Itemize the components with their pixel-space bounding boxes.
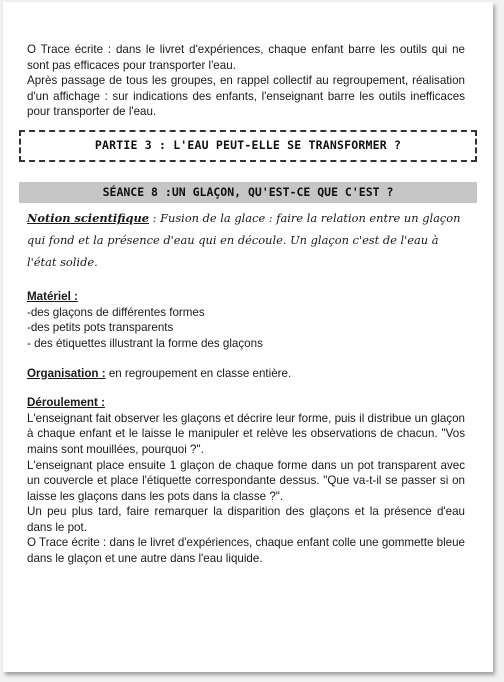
materiel-heading: Matériel : xyxy=(27,290,78,304)
organisation-text: en regroupement en classe entière. xyxy=(105,366,292,380)
deroulement-paragraph: L'enseignant fait observer les glaçons et décrire leur forme, puis il distribue un glaçon à chaque enfant et le laisse le manipuler et relève les observations de chacun. "Vos mains sont mouillées, pourquoi ?". xyxy=(27,411,465,456)
organisation-line xyxy=(27,366,465,382)
notion-text: : Fusion de la glace : faire la relation entre un glaçon qui fond et la présence d'eau qui en découle. Un glaçon c'est de l'eau à l'état solide. xyxy=(27,211,461,270)
deroulement-paragraph: Un peu plus tard, faire remarquer la disparition des glaçons et la présence d'eau dans le pot. xyxy=(27,505,465,534)
materiel-item: -des petits pots transparents xyxy=(27,321,174,335)
document-page xyxy=(3,2,493,672)
deroulement-paragraph: L'enseignant place ensuite 1 glaçon de chaque forme dans un pot transparent avec un couvercle et place l'étiquette correspondante dessus. "Que va-t-il se passer si on laisse les glaçons dans les pots dans la classe ?". xyxy=(27,458,465,503)
materiel-item: - des étiquettes illustrant la forme des glaçons xyxy=(27,336,263,350)
seance-title-bar: SÉANCE 8 :UN GLAÇON, QU'EST-CE QUE C'EST ? xyxy=(19,182,477,204)
materiel-item: -des glaçons de différentes formes xyxy=(27,305,205,319)
organisation-heading: Organisation : xyxy=(27,366,106,380)
deroulement-heading: Déroulement : xyxy=(27,396,105,410)
partie-title-box: PARTIE 3 : L'EAU PEUT-ELLE SE TRANSFORMER ? xyxy=(19,130,477,162)
trace-ecrite-intro: O Trace écrite : dans le livret d'expériences, chaque enfant barre les outils qui ne sont pas efficaces pour transporter l'eau. xyxy=(27,43,465,72)
document-content xyxy=(27,42,465,567)
trace-ecrite-final: O Trace écrite : dans le livret d'expériences, chaque enfant colle une gommette bleue dans le glaçon et une autre dans l'eau liquide. xyxy=(27,536,465,566)
notion-scientifique xyxy=(27,207,465,273)
rappel-paragraph: Après passage de tous les groupes, en rappel collectif au regroupement, réalisation d'un affichage : sur indications des enfants, l'enseignant barre les outils inefficaces pour transporter de l'eau. xyxy=(27,74,465,119)
notion-label: Notion scientifique xyxy=(27,211,150,226)
